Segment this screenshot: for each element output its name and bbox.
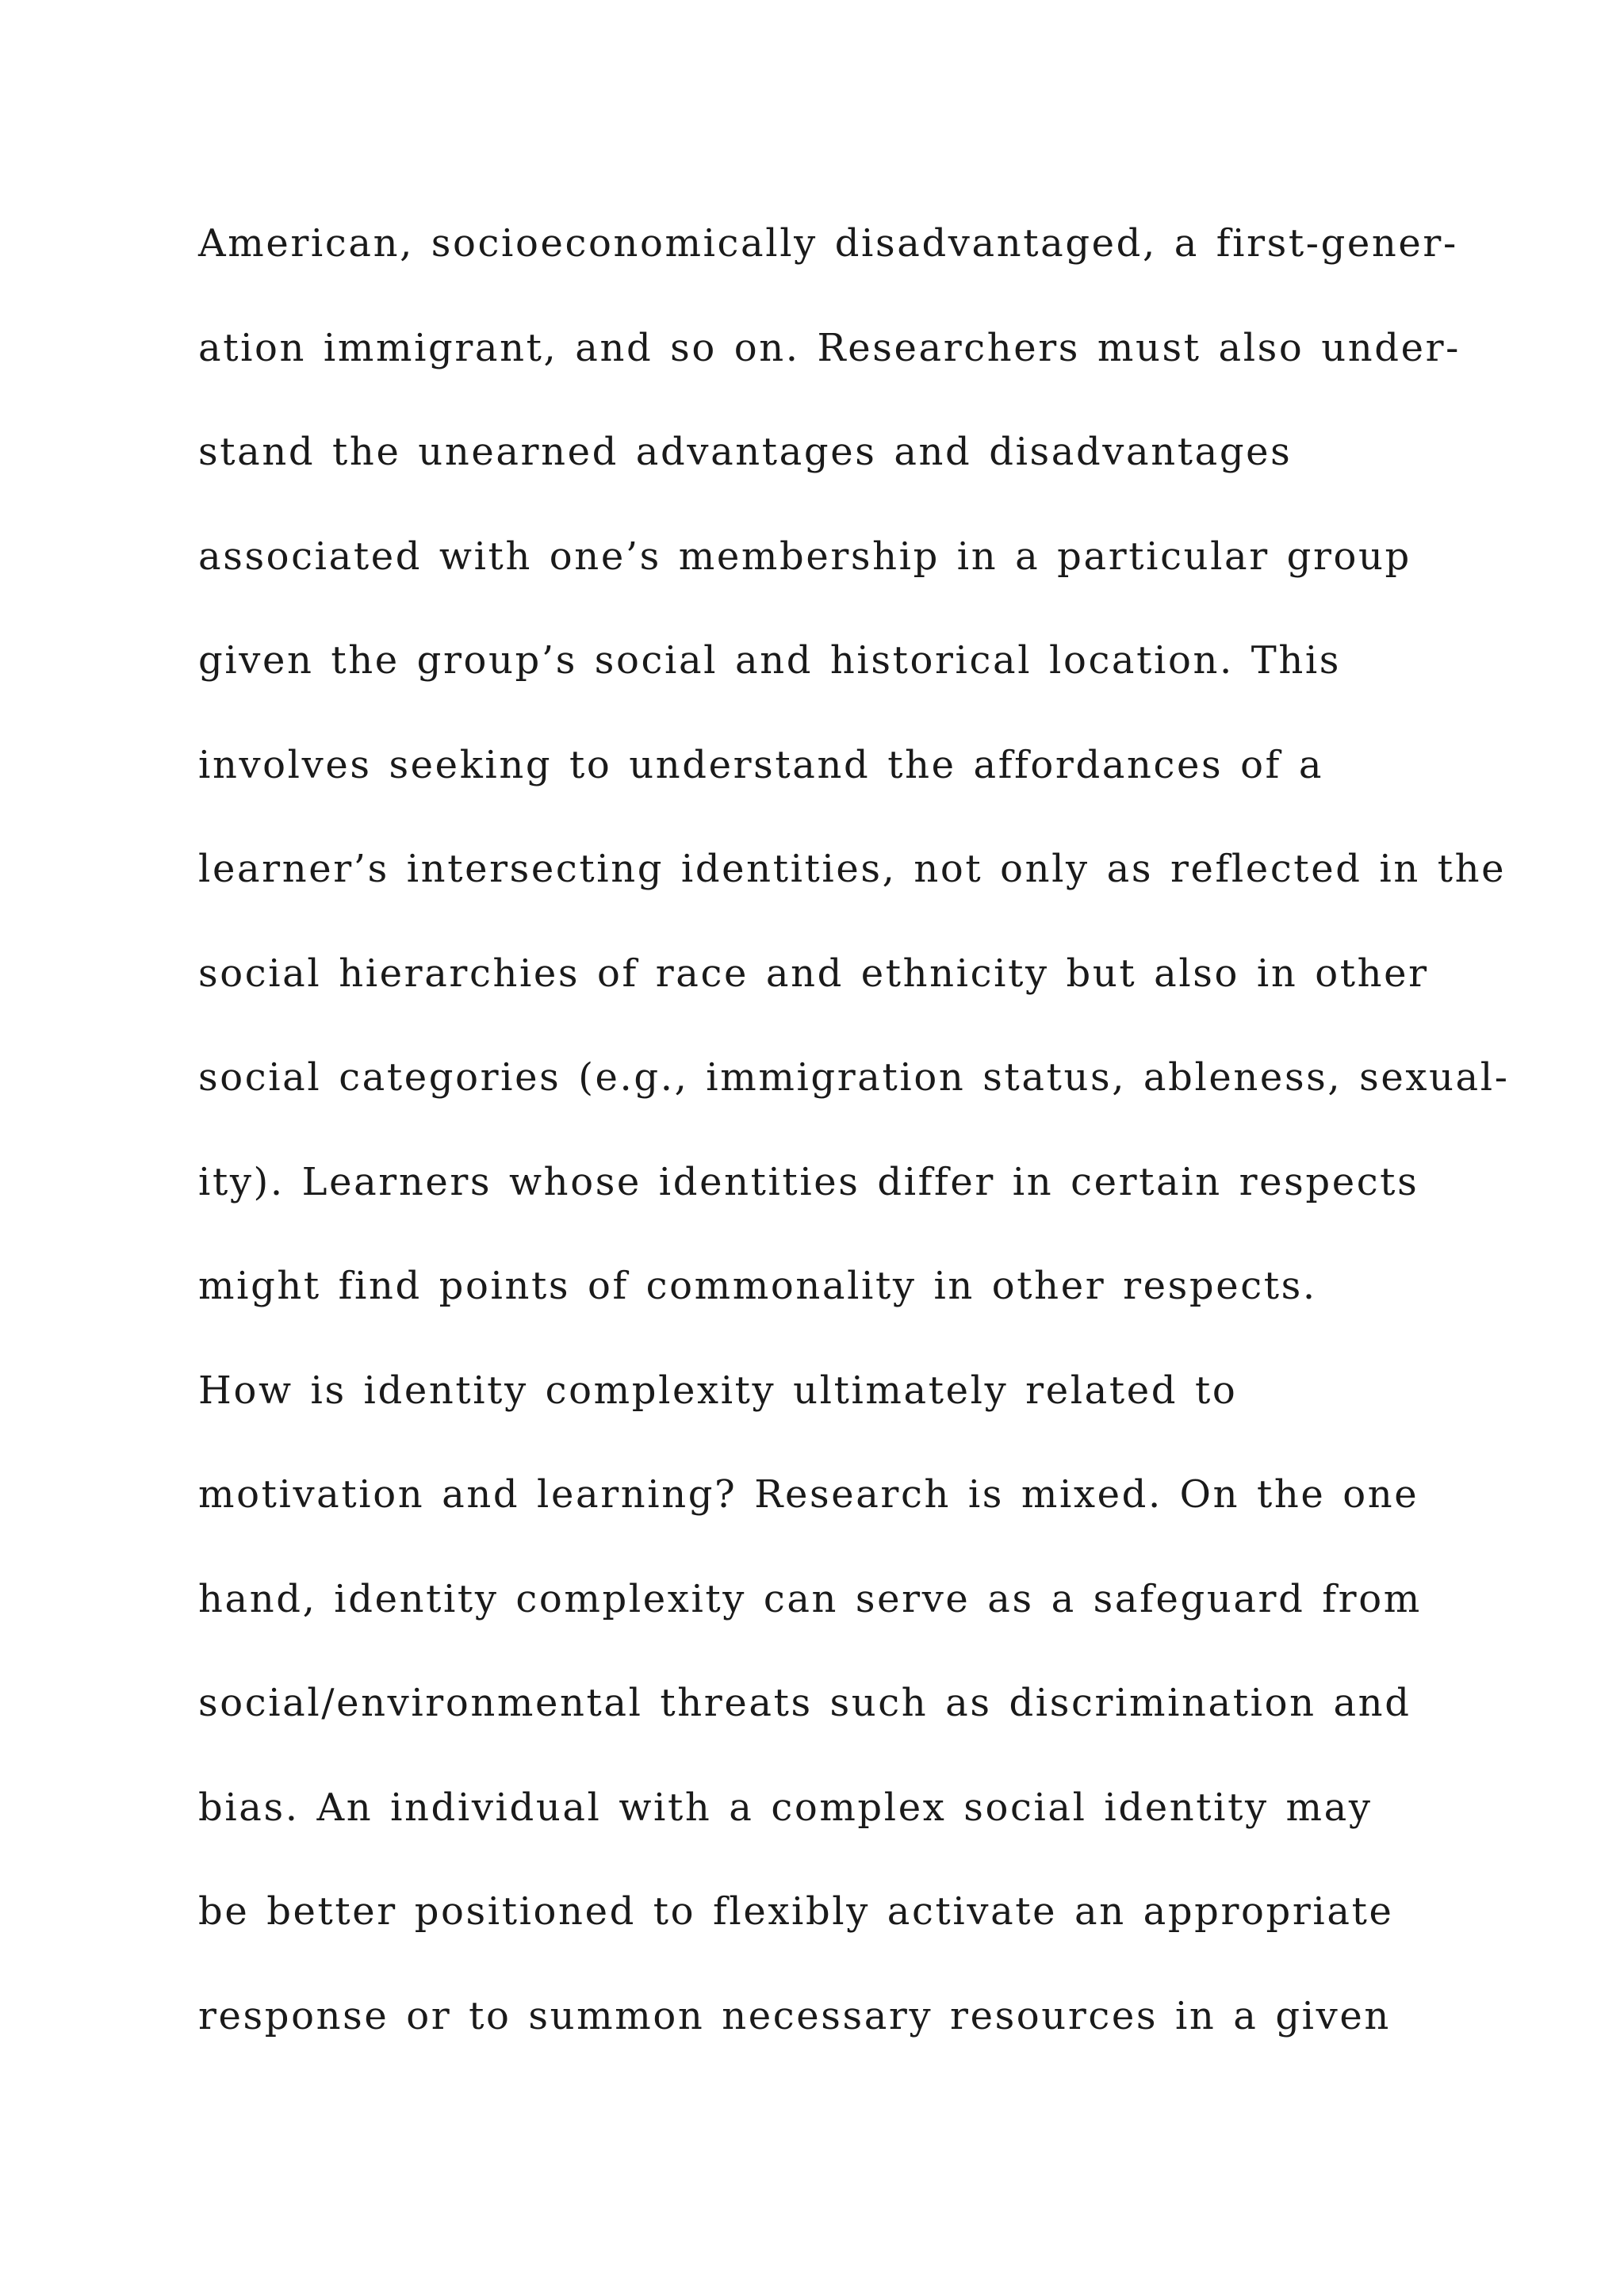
- text-line: ity). Learners whose identities differ in certain respects: [198, 1159, 1419, 1204]
- text-line: social categories (e.g., immigration status, ableness, sexual-: [198, 1055, 1510, 1100]
- text-line: How is identity complexity ultimately related to: [198, 1368, 1238, 1413]
- text-line: ation immigrant, and so on. Researchers must also under-: [198, 325, 1461, 370]
- text-line: hand, identity complexity can serve as a safeguard from: [198, 1576, 1422, 1621]
- text-line: motivation and learning? Research is mixed. On the one: [198, 1472, 1419, 1517]
- text-line: stand the unearned advantages and disadvantages: [198, 430, 1293, 474]
- text-line: response or to summon necessary resources in a given: [198, 1993, 1391, 2038]
- text-line: might find points of commonality in other respects.: [198, 1264, 1317, 1308]
- text-line: American, socioeconomically disadvantaged, a first-gener-: [198, 221, 1458, 266]
- text-line: learner’s intersecting identities, not only as reflected in the: [198, 847, 1507, 891]
- text-line: social/environmental threats such as discrimination and: [198, 1681, 1411, 1725]
- body-text: [198, 192, 1594, 2068]
- text-line: social hierarchies of race and ethnicity but also in other: [198, 951, 1429, 996]
- text-line: bias. An individual with a complex social identity may: [198, 1785, 1373, 1830]
- text-line: be better positioned to flexibly activate an appropriate: [198, 1889, 1394, 1934]
- text-line: involves seeking to understand the affordances of a: [198, 742, 1324, 787]
- text-line: associated with one’s membership in a particular group: [198, 534, 1411, 579]
- text-line: given the group’s social and historical location. This: [198, 638, 1342, 683]
